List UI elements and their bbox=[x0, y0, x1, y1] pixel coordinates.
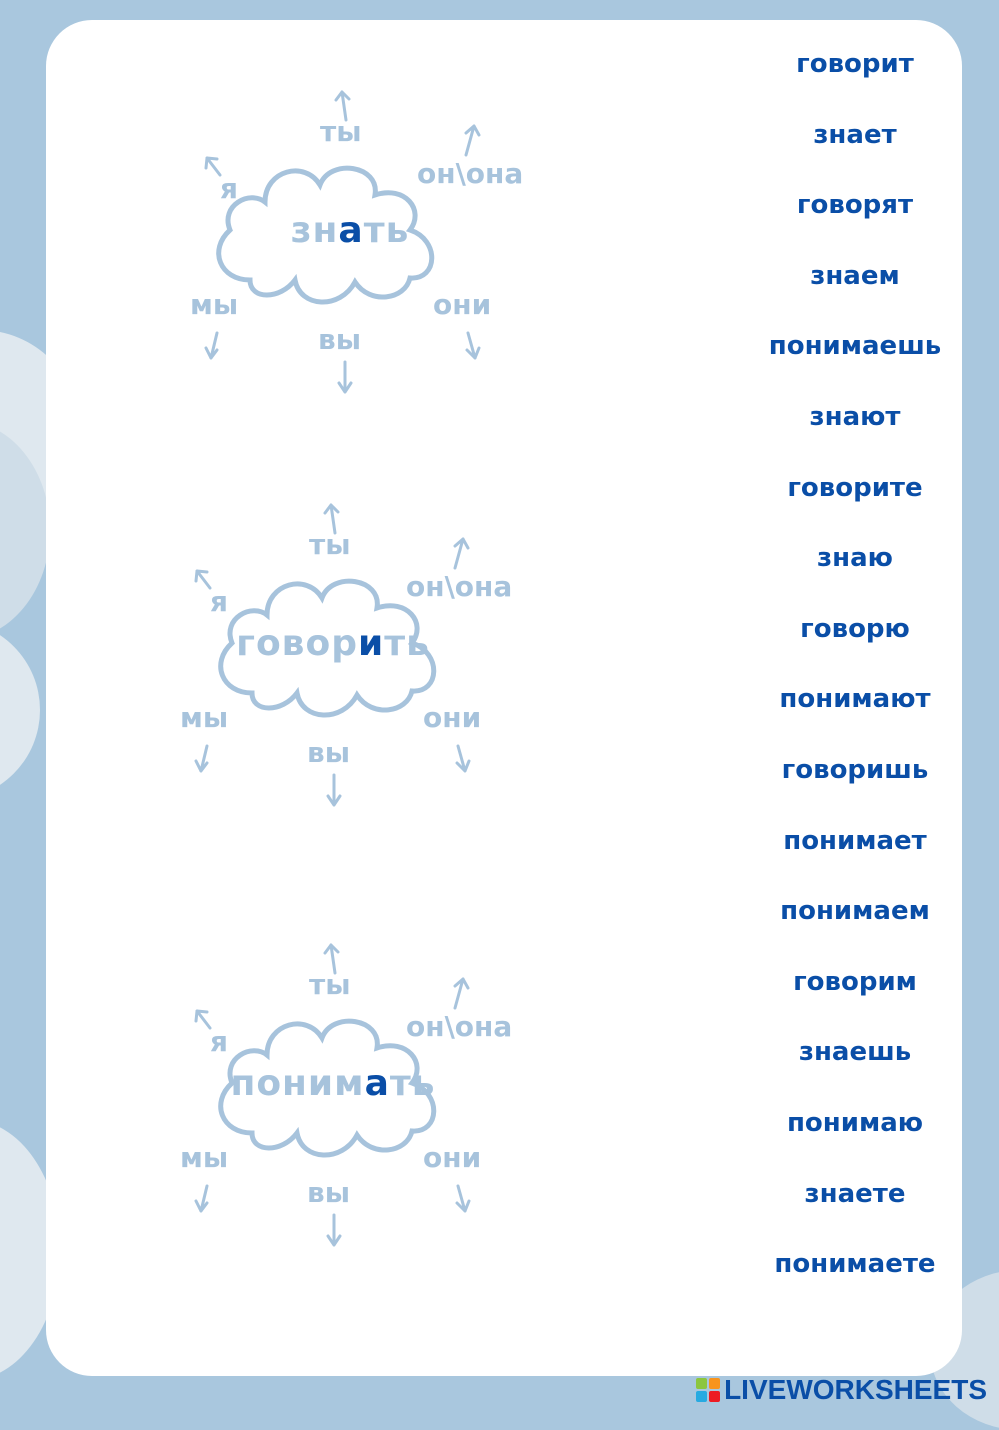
arrow-icons bbox=[170, 488, 550, 818]
word-item[interactable]: знаешь bbox=[798, 1037, 912, 1068]
word-item[interactable]: говорите bbox=[787, 472, 923, 503]
word-item[interactable]: говорят bbox=[796, 190, 914, 221]
word-item[interactable]: говорим bbox=[793, 966, 917, 997]
pronoun-my: мы bbox=[180, 1141, 229, 1174]
verb-cloud-3 bbox=[170, 928, 550, 1258]
pronoun-my: мы bbox=[190, 288, 239, 321]
pronoun-ya: я bbox=[210, 1025, 228, 1058]
verb-infinitive: понимать bbox=[230, 1063, 436, 1104]
word-item[interactable]: понимает bbox=[783, 825, 927, 856]
pronoun-ty: ты bbox=[309, 528, 351, 561]
pronoun-on-ona: он\она bbox=[417, 157, 524, 190]
word-item[interactable]: знаю bbox=[817, 543, 893, 574]
word-item[interactable]: понимаю bbox=[786, 1107, 924, 1138]
word-item[interactable]: понимаем bbox=[780, 896, 930, 927]
word-bank bbox=[745, 42, 965, 1313]
verb-infinitive: говорить bbox=[236, 623, 430, 664]
pronoun-vy: вы bbox=[307, 736, 351, 769]
pronoun-ya: я bbox=[210, 585, 228, 618]
word-item[interactable]: знаете bbox=[804, 1178, 906, 1209]
pronoun-oni: они bbox=[423, 701, 482, 734]
pronoun-ty: ты bbox=[320, 115, 362, 148]
pronoun-on-ona: он\она bbox=[406, 1010, 513, 1043]
word-item[interactable]: говорит bbox=[796, 49, 914, 79]
pronoun-ty: ты bbox=[309, 968, 351, 1001]
liveworksheets-logo bbox=[696, 1375, 987, 1405]
background-cloud bbox=[0, 620, 40, 800]
word-item[interactable]: знает bbox=[813, 119, 897, 150]
verb-infinitive: знать bbox=[290, 210, 410, 251]
word-item[interactable]: говорю bbox=[800, 613, 910, 644]
pronoun-vy: вы bbox=[307, 1176, 351, 1209]
pronoun-ya: я bbox=[220, 172, 238, 205]
pronoun-oni: они bbox=[433, 288, 492, 321]
word-item[interactable]: говоришь bbox=[781, 754, 929, 785]
pronoun-my: мы bbox=[180, 701, 229, 734]
word-item[interactable]: знают bbox=[809, 401, 901, 432]
arrow-icons bbox=[170, 928, 550, 1258]
word-item[interactable]: понимаете bbox=[774, 1249, 936, 1280]
logo-icon bbox=[696, 1378, 720, 1402]
verb-cloud-2 bbox=[170, 488, 550, 818]
word-item[interactable]: понимают bbox=[779, 684, 931, 715]
pronoun-oni: они bbox=[423, 1141, 482, 1174]
logo-text: LIVEWORKSHEETS bbox=[724, 1374, 987, 1405]
word-item[interactable]: знаем bbox=[810, 260, 900, 291]
pronoun-on-ona: он\она bbox=[406, 570, 513, 603]
arrow-icons bbox=[170, 75, 550, 405]
word-item[interactable]: понимаешь bbox=[768, 331, 942, 362]
pronoun-vy: вы bbox=[318, 323, 362, 356]
verb-cloud-1 bbox=[170, 75, 550, 405]
